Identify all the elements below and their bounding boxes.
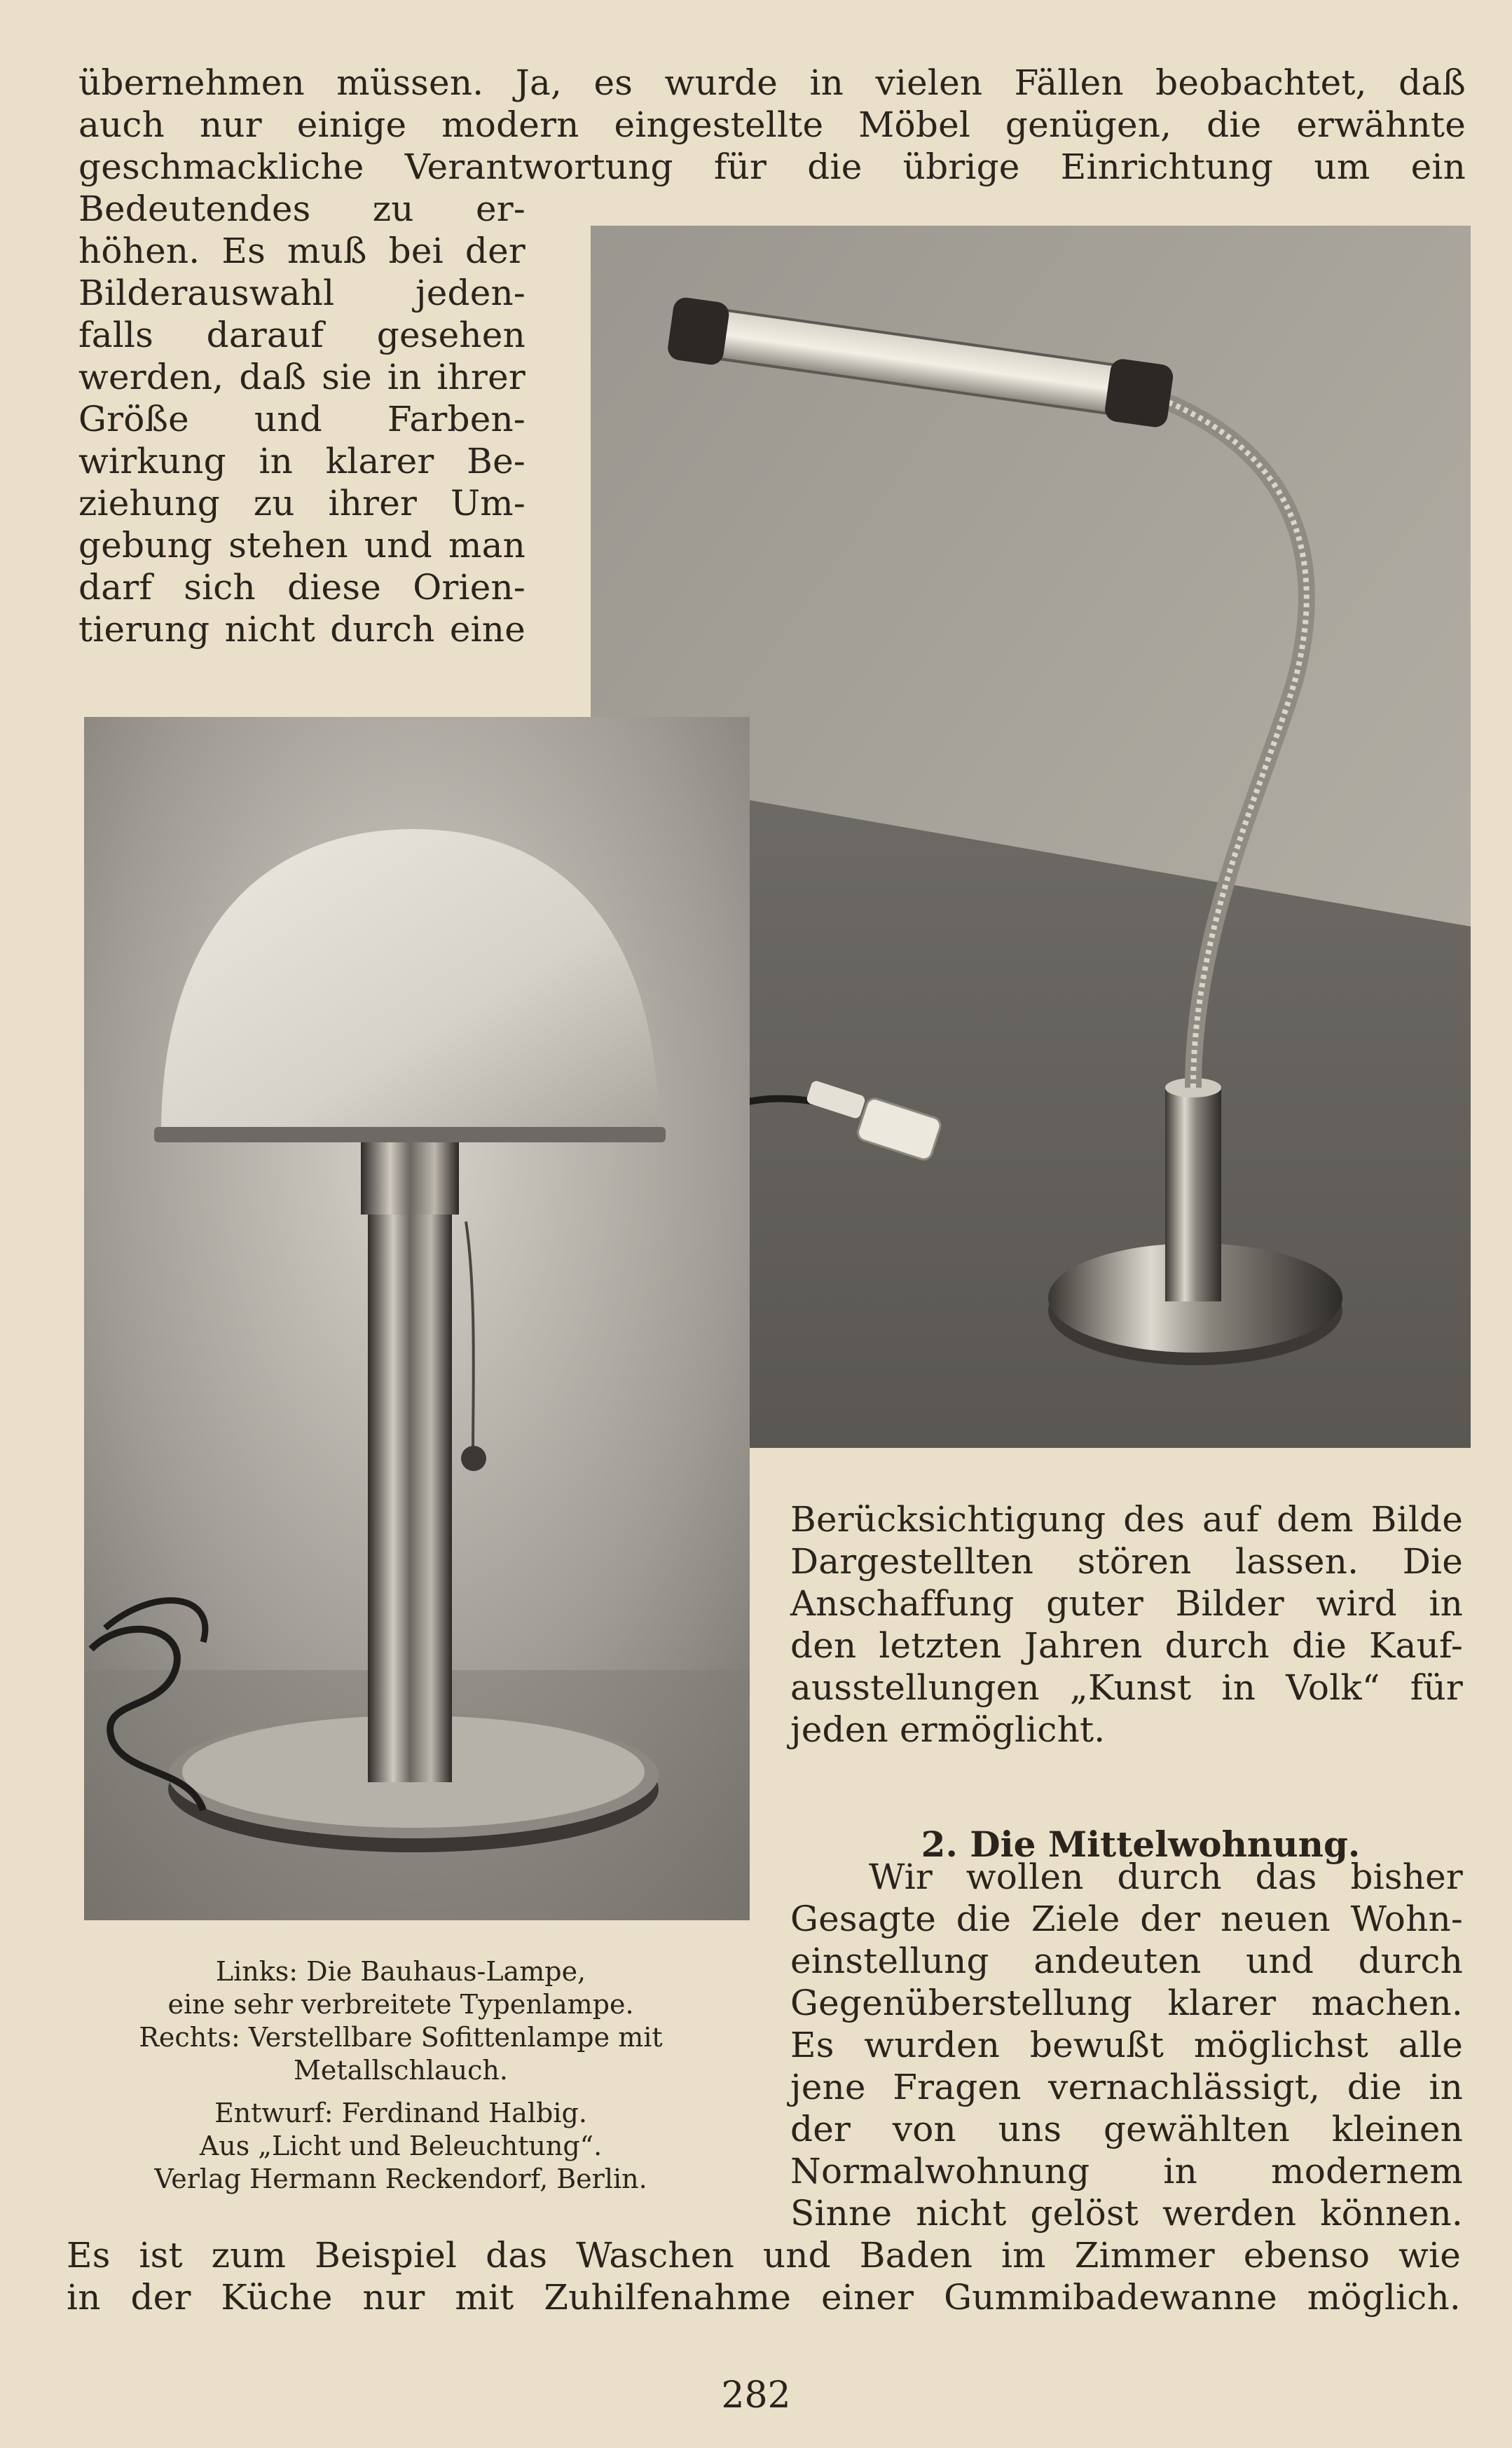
body-line: Bilderauswahl jeden- [78,273,525,313]
caption-line: Metallschlauch. [293,2055,508,2086]
caption-line: Verlag Hermann Reckendorf, Berlin. [154,2163,647,2194]
body-line: Normalwohnung in modernem [790,2151,1463,2191]
body-line: werden, daß sie in ihrer [78,357,525,397]
body-line: Berücksichtigung des auf dem Bilde [790,1499,1463,1540]
page-number: 282 [721,2374,791,2416]
body-line: Es ist zum Beispiel das Waschen und Baden im Zimmer ebenso wie [67,2235,1461,2276]
body-line: ausstellungen „Kunst in Volk“ für [790,1667,1463,1708]
body-line: übernehmen müssen. Ja, es wurde in vielen Fällen beobachtet, daß [78,62,1466,103]
body-line: Gegenüberstellung klarer machen. [790,1983,1463,2023]
body-line: wirkung in klarer Be- [78,441,525,481]
photo-bauhaus-lamp [84,717,750,1920]
body-line: auch nur einige modern eingestellte Möbel genügen, die erwähnte [78,104,1466,145]
body-line: Dargestellten stören lassen. Die [790,1541,1463,1582]
section-heading: 2. Die Mittelwohnung. [921,1823,1361,1865]
body-line: ziehung zu ihrer Um- [78,483,525,524]
body-line: Gesagte die Ziele der neuen Wohn- [790,1899,1463,1939]
body-line: der von uns gewählten kleinen [790,2109,1463,2149]
body-line: falls darauf gesehen [78,315,525,355]
caption-line: Links: Die Bauhaus-Lampe, [215,1956,586,1987]
body-line: darf sich diese Orien- [78,567,525,608]
body-line: geschmackliche Verantwortung für die übrige Einrichtung um ein [78,146,1466,187]
body-line: tierung nicht durch eine [78,609,525,650]
caption-line: Entwurf: Ferdinand Halbig. [214,2098,587,2128]
body-line: den letzten Jahren durch die Kauf- [790,1625,1463,1666]
caption-line: Rechts: Verstellbare Sofittenlampe mit [139,2022,663,2053]
body-line: Wir wollen durch das bisher [869,1856,1463,1897]
body-line: jeden ermöglicht. [790,1709,1106,1750]
body-line: Bedeutendes zu er- [78,189,525,229]
body-line: Es wurden bewußt möglichst alle [790,2025,1463,2065]
body-line: Sinne nicht gelöst werden können. [790,2193,1463,2234]
body-line: in der Küche nur mit Zuhilfenahme einer Gummibadewanne möglich. [67,2277,1461,2318]
body-line: Größe und Farben- [78,399,525,439]
caption-line: eine sehr verbreitete Typenlampe. [167,1989,634,2020]
body-line: einstellung andeuten und durch [790,1941,1463,1981]
caption-line: Aus „Licht und Beleuchtung“. [199,2131,603,2161]
body-line: gebung stehen und man [78,525,525,566]
body-line: Anschaffung guter Bilder wird in [790,1583,1463,1624]
body-line: jene Fragen vernachlässigt, die in [790,2067,1463,2107]
body-line: höhen. Es muß bei der [78,231,525,271]
